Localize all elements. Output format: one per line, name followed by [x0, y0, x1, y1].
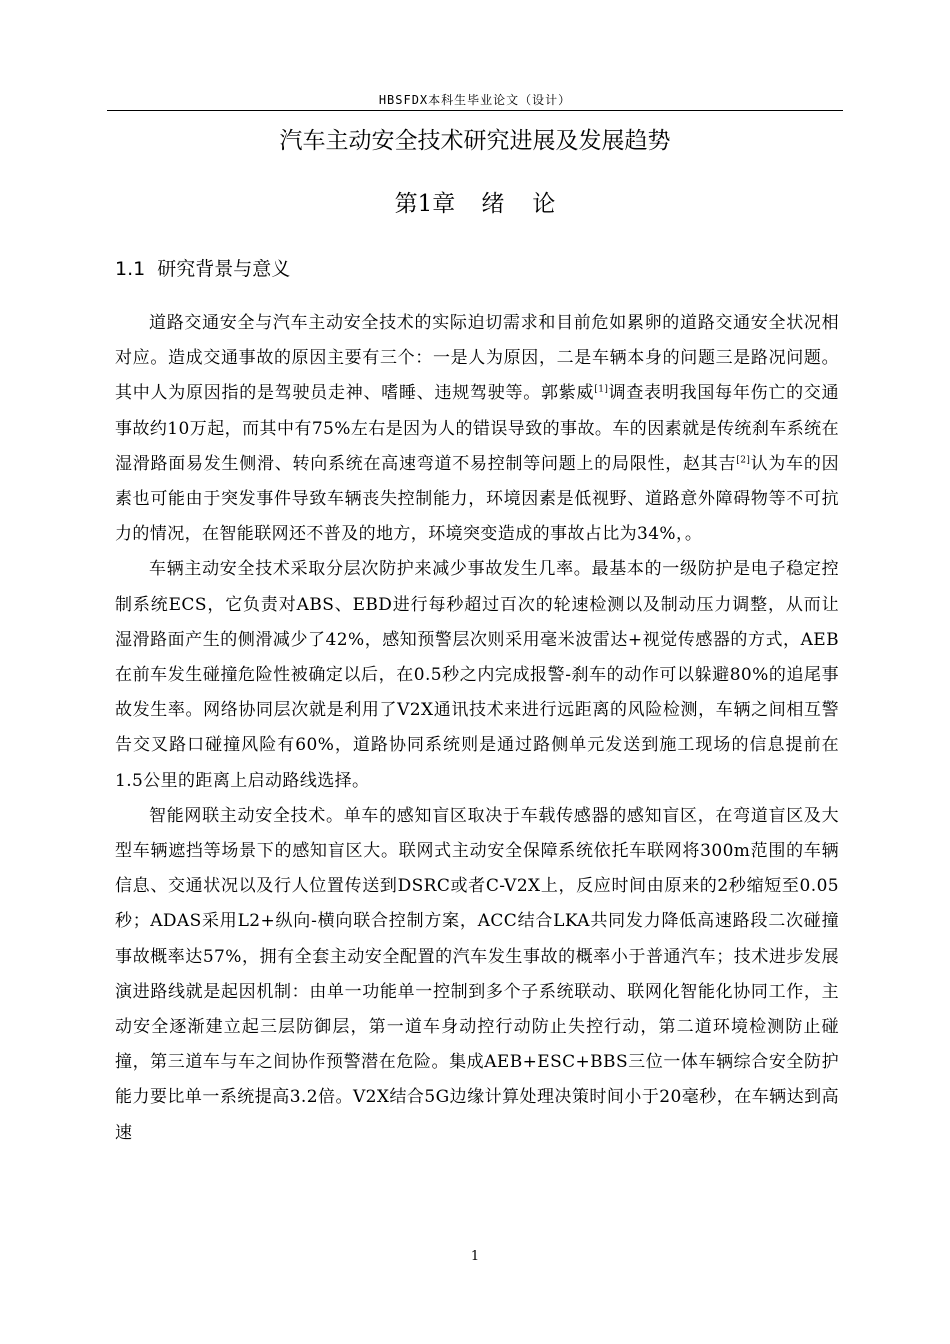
section-number: 1.1	[115, 258, 146, 280]
page-header: HBSFDX本科生毕业论文（设计）	[378, 93, 572, 107]
paragraph-1-text-b: 调查表明我国每年伤亡的交通事故约10万起，而其中有75%左右是因为人的错误导致的事故。车的因素就是传统刹车系统在湿滑路面易发生侧滑、转向系统在高速弯道不易控制等问题上的局限性，赵其吉	[115, 383, 839, 474]
body-text	[115, 306, 839, 1151]
paragraph-3: 智能网联主动安全技术。单车的感知盲区取决于车载传感器的感知盲区，在弯道盲区及大型车辆遮挡等场景下的感知盲区大。联网式主动安全保障系统依托车联网将300m范围的车辆信息、交通状况以及行人位置传送到DSRC或者C-V2X上，反应时间由原来的2秒缩短至0.05秒；ADAS采用L2+纵向-横向联合控制方案，ACC结合LKA共同发力降低高速路段二次碰撞事故概率达57%，拥有全套主动安全配置的汽车发生事故的概率小于普通汽车；技术进步发展演进路线就是起因机制：由单一功能单一控制到多个子系统联动、联网化智能化协同工作，主动安全逐渐建立起三层防御层，第一道车身动控行动防止失控行动，第二道环境检测防止碰撞，第三道车与车之间协作预警潜在危险。集成AEB+ESC+BBS三位一体车辆综合安全防护能力要比单一系统提高3.2倍。V2X结合5G边缘计算处理决策时间小于20毫秒，在车辆达到高速	[115, 805, 839, 1143]
paragraph-1-text-c: 认为车的因素也可能由于突发事件导致车辆丧失控制能力，环境因素是低视野、道路意外障碍物等不可抗力的情况，在智能联网还不普及的地方，环境突变造成的事故占比为34%，。	[115, 453, 840, 545]
paragraph-1-text-a: 道路交通安全与汽车主动安全技术的实际迫切需求和目前危如累卵的道路交通安全状况相对应。造成交通事故的原因主要有三个：一是人为原因，二是车辆本身的问题三是路况问题。其中人为原因指的是驾驶员走神、嗜睡、违规驾驶等。郭紫威	[115, 313, 839, 404]
paragraph-1	[115, 306, 839, 552]
chapter-title-char-2: 论	[532, 191, 556, 217]
chapter-heading	[0, 186, 950, 222]
citation-ref-1: [1]	[594, 384, 609, 395]
header-rule	[107, 110, 843, 111]
paragraph-2: 车辆主动安全技术采取分层次防护来减少事故发生几率。最基本的一级防护是电子稳定控制系统ECS，它负责对ABS、EBD进行每秒超过百次的轮速检测以及制动压力调整，从而让湿滑路面产生的侧滑减少了42%，感知预警层次则采用毫米波雷达+视觉传感器的方式，AEB在前车发生碰撞危险性被确定以后，在0.5秒之内完成报警-刹车的动作可以躲避80%的追尾事故发生率。网络协同层次就是利用了V2X通讯技术来进行远距离的风险检测，车辆之间相互警告交叉路口碰撞风险有60%，道路协同系统则是通过路侧单元发送到施工现场的信息提前在1.5公里的距离上启动路线选择。	[115, 559, 839, 791]
chapter-number: 第1章	[394, 191, 456, 217]
citation-ref-2: [2]	[736, 455, 751, 466]
section-title: 研究背景与意义	[157, 258, 291, 280]
chapter-title-char-1: 绪	[481, 191, 505, 217]
section-heading	[115, 254, 290, 284]
page-number: 1	[470, 1249, 480, 1264]
document-title: 汽车主动安全技术研究进展及发展趋势	[279, 128, 671, 154]
